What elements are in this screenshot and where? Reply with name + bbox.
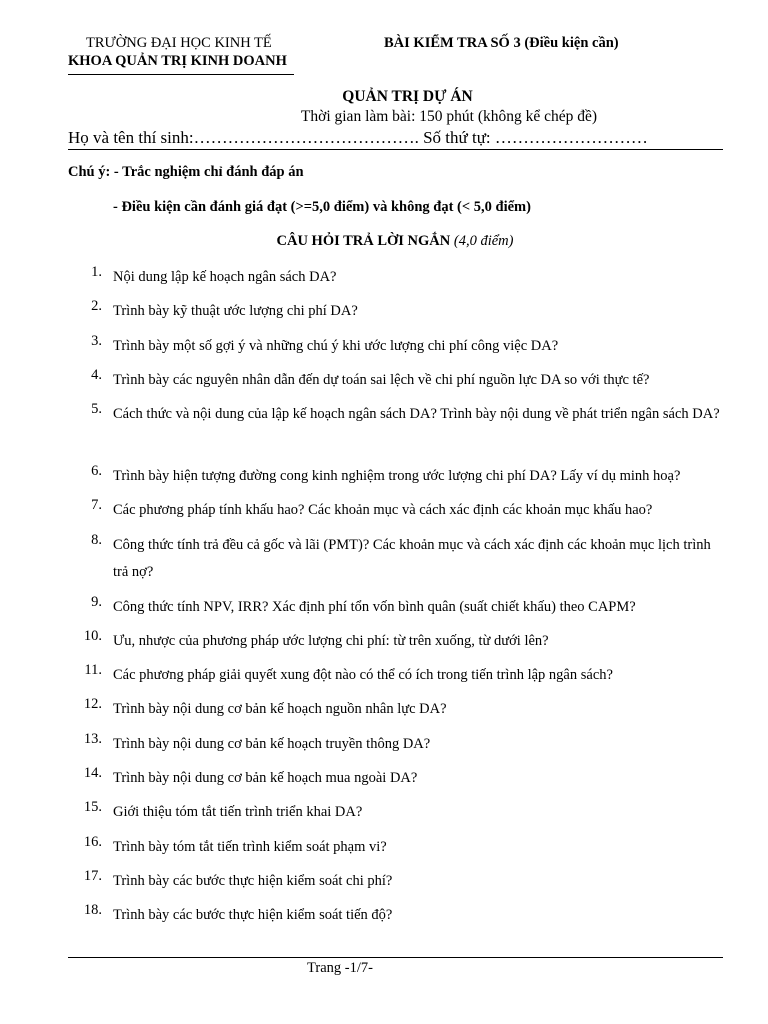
note-line-2: - Điều kiện cần đánh giá đạt (>=5,0 điểm) và không đạt (< 5,0 điểm) (113, 199, 531, 215)
question-text: Trình bày các bước thực hiện kiểm soát chi phí? (113, 873, 393, 889)
exam-duration: Thời gian làm bài: 150 phút (không kể chép đề) (300, 108, 598, 125)
question-number: 9. (91, 594, 102, 610)
question-text: Trình bày một số gợi ý và những chú ý khi ước lượng chi phí công việc DA? (113, 338, 559, 354)
section-title: CÂU HỎI TRẢ LỜI NGẮN (276, 233, 451, 249)
question-text: Công thức tính NPV, IRR? Xác định phí tổn vốn bình quân (suất chiết khấu) theo CAPM? (113, 599, 636, 615)
faculty-underline (68, 74, 294, 75)
page-number: Trang -1/7- (307, 960, 373, 976)
faculty-name: KHOA QUẢN TRỊ KINH DOANH (68, 53, 287, 69)
question-text: Trình bày kỹ thuật ước lượng chi phí DA? (113, 303, 358, 319)
question-number: 2. (91, 298, 102, 314)
note-line-1: Chú ý: - Trắc nghiệm chỉ đánh đáp án (68, 164, 304, 180)
question-text: Trình bày nội dung cơ bản kế hoạch nguồn nhân lực DA? (113, 701, 447, 717)
question-number: 14. (83, 765, 102, 781)
question-number: 13. (83, 731, 102, 747)
question-text: Trình bày nội dung cơ bản kế hoạch mua ngoài DA? (113, 770, 418, 786)
question-number: 11. (84, 662, 102, 678)
question-number: 17. (83, 868, 102, 884)
section-heading (0, 233, 768, 250)
question-text: Các phương pháp tính khấu hao? Các khoản mục và cách xác định các khoản mục khấu hao? (113, 502, 653, 518)
question-text: Trình bày các nguyên nhân dẫn đến dự toán sai lệch về chi phí nguồn lực DA so với thực tế? (113, 372, 650, 388)
question-number: 6. (91, 463, 102, 479)
question-number: 1. (91, 264, 102, 280)
section-points: (4,0 điểm) (453, 233, 514, 249)
candidate-info-line: Họ và tên thí sinh:…………………………………. Số thứ tự: ……………………… (68, 128, 648, 147)
footer-divider (68, 957, 723, 958)
header-divider (68, 149, 723, 150)
question-text: Công thức tính trả đều cả gốc và lãi (PMT)? Các khoản mục và cách xác định các khoản mục lịch trình trả nợ? (113, 537, 711, 580)
question-number: 12. (83, 696, 102, 712)
question-number: 16. (83, 834, 102, 850)
question-number: 4. (91, 367, 102, 383)
question-text: Trình bày nội dung cơ bản kế hoạch truyền thông DA? (113, 736, 431, 752)
question-number: 10. (83, 628, 102, 644)
question-text: Trình bày hiện tượng đường cong kinh nghiệm trong ước lượng chi phí DA? Lấy ví dụ minh hoạ? (113, 468, 681, 484)
question-number: 3. (91, 333, 102, 349)
subject-title: QUẢN TRỊ DỰ ÁN (342, 88, 473, 105)
question-text: Trình bày tóm tắt tiến trình kiểm soát phạm vi? (113, 839, 387, 855)
question-text: Giới thiệu tóm tắt tiến trình triển khai DA? (113, 804, 363, 820)
exam-title: BÀI KIỂM TRA SỐ 3 (Điều kiện cần) (384, 35, 619, 51)
question-number: 8. (91, 532, 102, 548)
question-number: 15. (83, 799, 102, 815)
question-text: Ưu, nhược của phương pháp ước lượng chi phí: từ trên xuống, từ dưới lên? (113, 633, 549, 649)
question-text: Các phương pháp giải quyết xung đột nào có thể có ích trong tiến trình lập ngân sách? (113, 667, 613, 683)
question-number: 18. (83, 902, 102, 918)
question-number: 5. (91, 401, 102, 417)
question-number: 7. (91, 497, 102, 513)
question-text: Cách thức và nội dung của lập kế hoạch ngân sách DA? Trình bày nội dung về phát triển ngân sách DA? (113, 406, 720, 422)
school-name: TRƯỜNG ĐẠI HỌC KINH TẾ (86, 35, 272, 51)
question-text: Trình bày các bước thực hiện kiểm soát tiến độ? (113, 907, 393, 923)
question-text: Nội dung lập kế hoạch ngân sách DA? (113, 269, 337, 285)
